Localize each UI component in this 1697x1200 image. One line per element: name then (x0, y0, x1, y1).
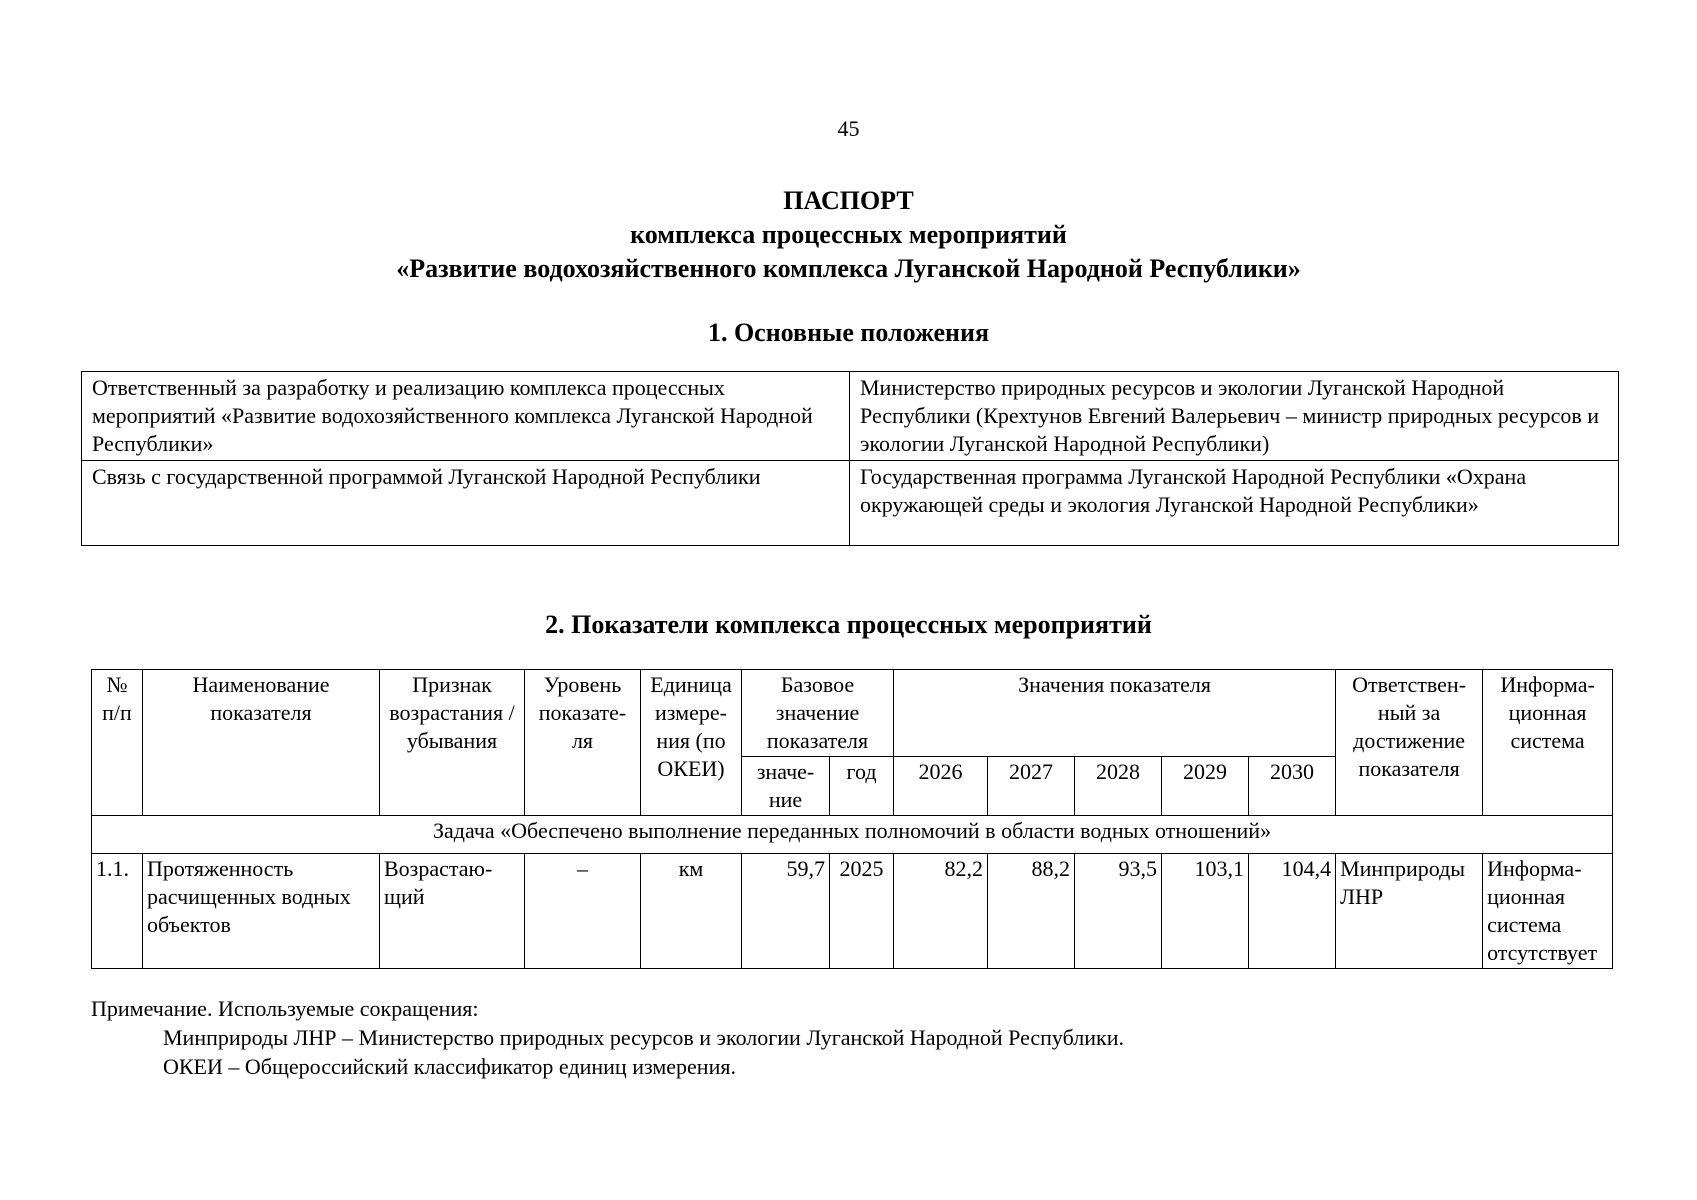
program-link-label-cell: Связь с государственной программой Луганской Народной Республики (82, 461, 850, 546)
row-num: 1.1. (92, 854, 143, 969)
row-sign: Возрастаю-щий (380, 854, 525, 969)
note-item: Минприроды ЛНР – Министерство природных ресурсов и экологии Луганской Народной Республики. (163, 1025, 1124, 1050)
header-responsible: Ответствен-ный за достижение показателя (1336, 670, 1483, 816)
header-year-2029: 2029 (1162, 757, 1249, 816)
row-responsible: Минприроды ЛНР (1336, 854, 1483, 969)
row-name: Протяженность расчищенных водных объектов (143, 854, 380, 969)
row-base-year: 2025 (830, 854, 894, 969)
row-value-2026: 82,2 (894, 854, 988, 969)
header-values: Значения показателя (894, 670, 1336, 757)
row-info-system: Информа-ционная система отсутствует (1483, 854, 1613, 969)
note-item: ОКЕИ – Общероссийский классификатор единиц измерения. (163, 1054, 736, 1079)
task-cell: Задача «Обеспечено выполнение переданных полномочий в области водных отношений» (92, 816, 1613, 854)
task-row (92, 816, 1613, 854)
header-sign: Признак возрастания / убывания (380, 670, 525, 816)
row-unit: км (641, 854, 742, 969)
table-row (92, 854, 1613, 969)
row-base-value: 59,7 (742, 854, 830, 969)
header-year-2028: 2028 (1075, 757, 1162, 816)
header-base-value: значе-ние (742, 757, 830, 816)
row-value-2028: 93,5 (1075, 854, 1162, 969)
row-value-2030: 104,4 (1249, 854, 1336, 969)
notes (91, 994, 1124, 1081)
program-link-value-cell: Государственная программа Луганской Народной Республики «Охрана окружающей среды и экология Луганской Народной Республики» (850, 461, 1619, 546)
basic-provisions-table (81, 371, 1619, 546)
header-row (92, 670, 1613, 757)
header-year-2026: 2026 (894, 757, 988, 816)
title-line-1: ПАСПОРТ (783, 186, 914, 215)
header-info-system: Информа-ционная система (1483, 670, 1613, 816)
section-2-heading: 2. Показатели комплекса процессных мероприятий (545, 610, 1152, 639)
title-line-3: «Развитие водохозяйственного комплекса Луганской Народной Республики» (396, 254, 1301, 283)
header-num: № п/п (92, 670, 143, 816)
header-base-year: год (830, 757, 894, 816)
row-level: – (525, 854, 641, 969)
indicators-table (91, 669, 1613, 969)
header-base: Базовое значение показателя (742, 670, 894, 757)
header-year-2027: 2027 (988, 757, 1075, 816)
row-value-2027: 88,2 (988, 854, 1075, 969)
row-value-2029: 103,1 (1162, 854, 1249, 969)
header-name: Наименование показателя (143, 670, 380, 816)
header-unit: Единица измере-ния (по ОКЕИ) (641, 670, 742, 816)
responsible-value-cell: Министерство природных ресурсов и экологии Луганской Народной Республики (Крехтунов Евгений Валерьевич – министр природных ресурсов и экологии Луганской Народной Республики) (850, 372, 1619, 461)
notes-title: Примечание. Используемые сокращения: (91, 996, 479, 1021)
title-line-2: комплекса процессных мероприятий (630, 220, 1067, 249)
header-level: Уровень показате-ля (525, 670, 641, 816)
responsible-label-cell: Ответственный за разработку и реализацию комплекса процессных мероприятий «Развитие водохозяйственного комплекса Луганской Народной Республики» (82, 372, 850, 461)
header-year-2030: 2030 (1249, 757, 1336, 816)
document-title (0, 184, 1697, 286)
section-1-heading: 1. Основные положения (707, 318, 990, 347)
table-row (82, 461, 1619, 546)
table-row (82, 372, 1619, 461)
page-number: 45 (837, 116, 860, 141)
